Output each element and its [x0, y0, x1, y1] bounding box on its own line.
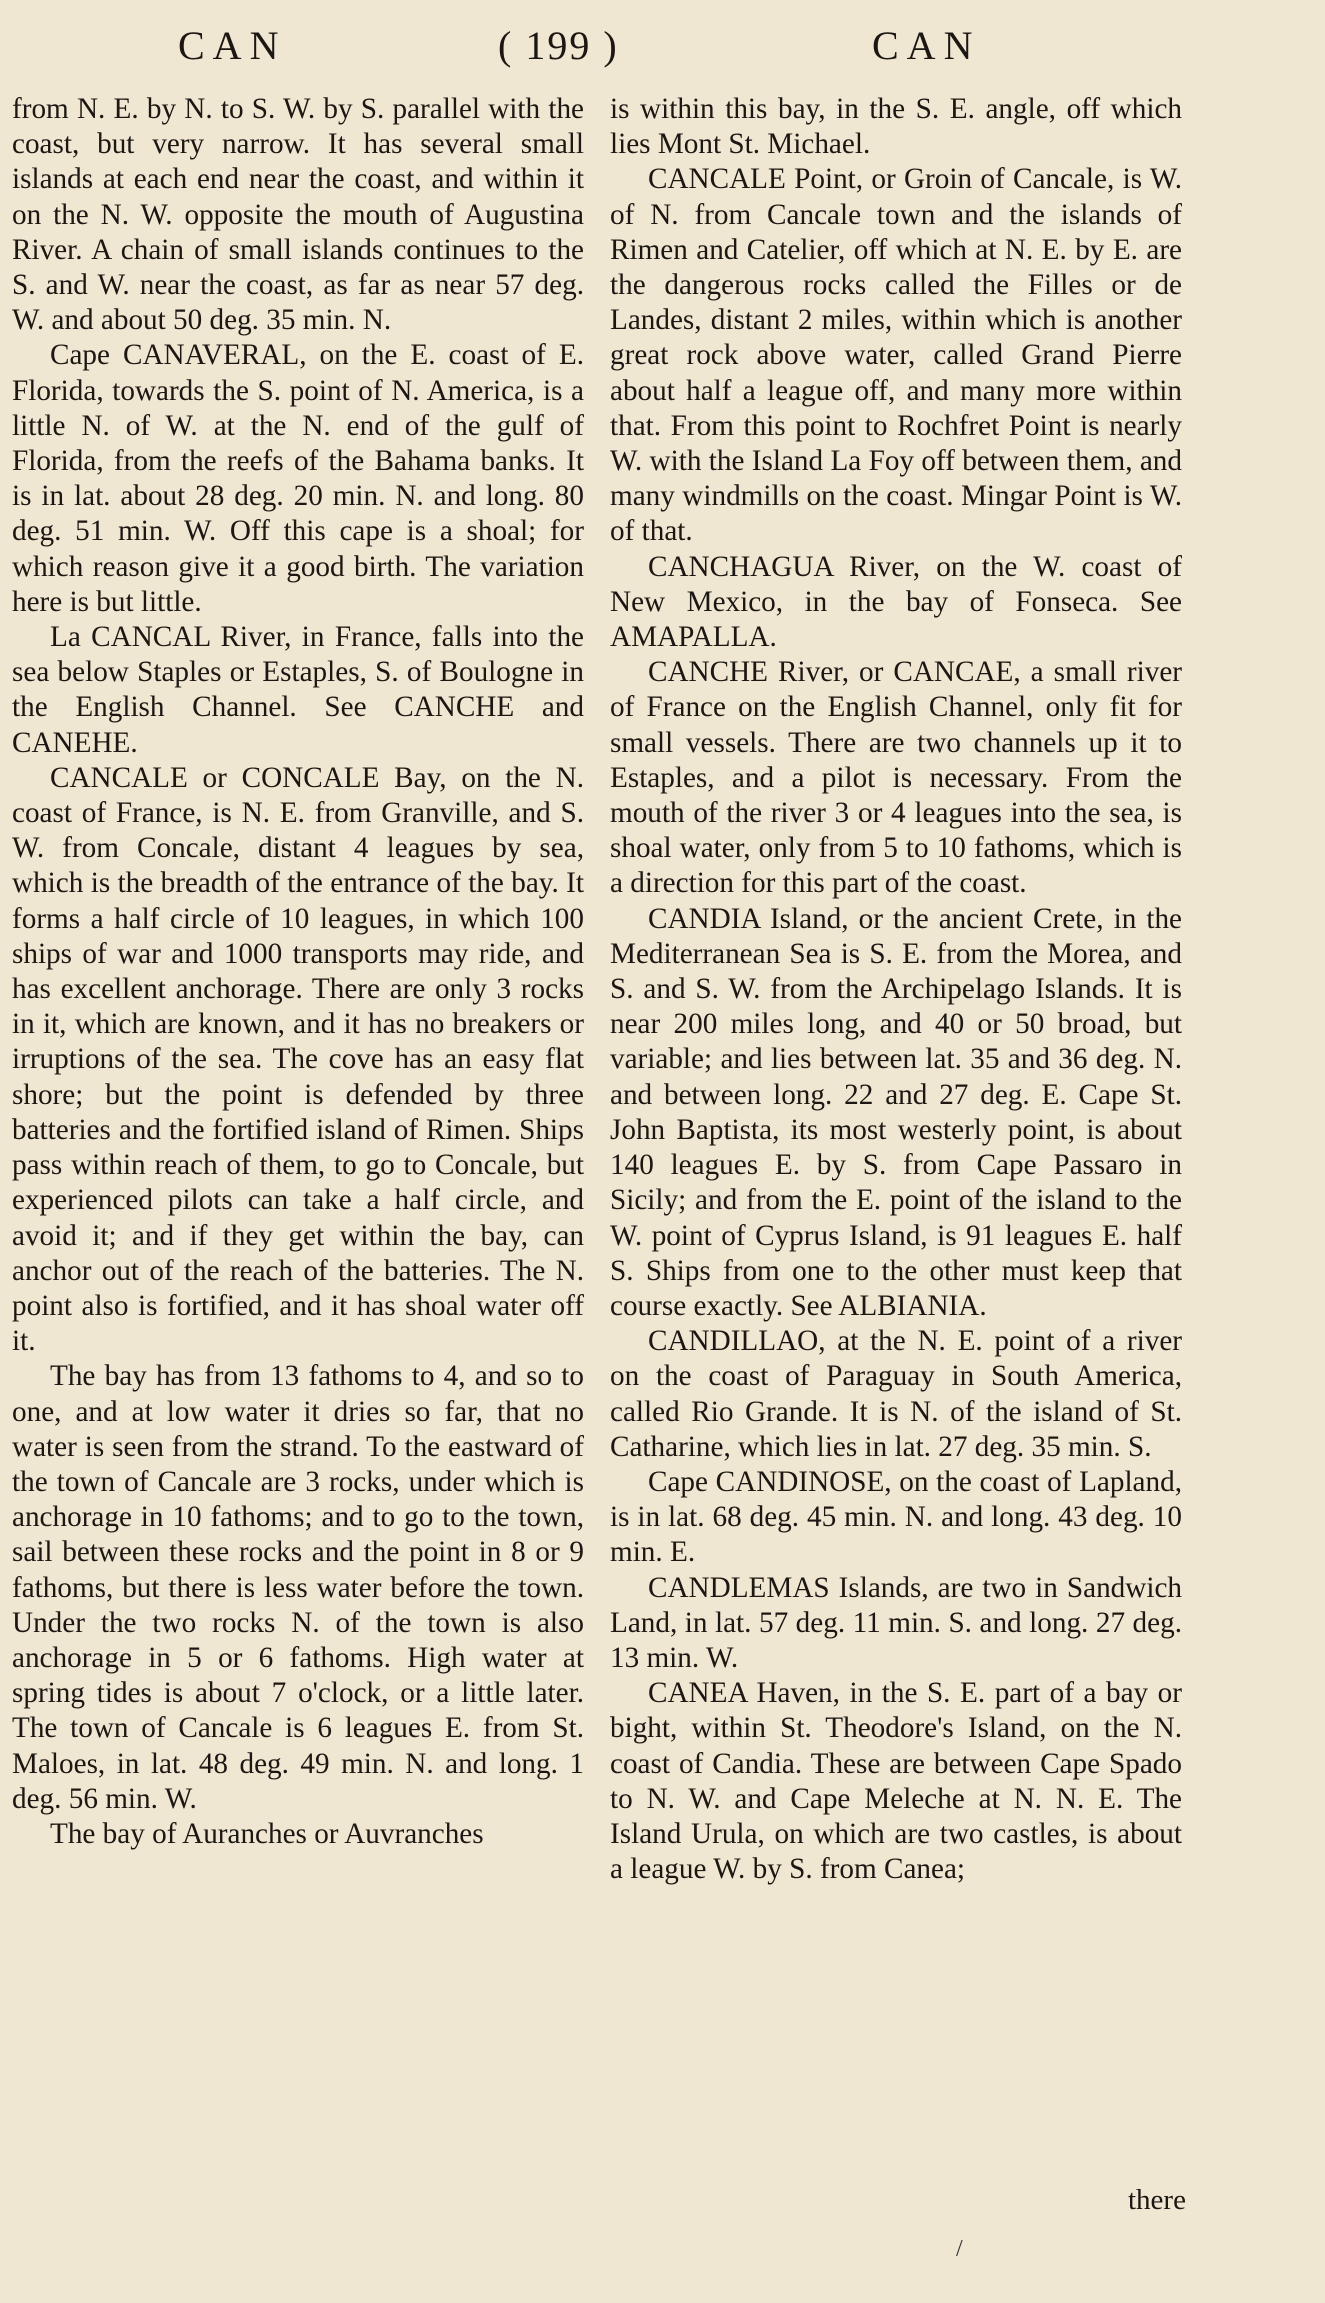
running-head-right: CAN [872, 23, 981, 68]
right-column [610, 92, 1182, 1887]
running-head [0, 22, 1325, 82]
page-number: ( 199 ) [498, 23, 619, 68]
entry-paragraph: CANDILLAO, at the N. E. point of a river on the coast of Paraguay in South America, called Rio Grande. It is N. of the island of St. Catharine, which lies in lat. 27 deg. 35 min. S. [610, 1325, 1182, 1463]
left-column [12, 92, 584, 1852]
running-head-left: CAN [178, 23, 287, 68]
footer-mark: / [956, 2236, 963, 2262]
entry-paragraph: CANCALE Point, or Groin of Cancale, is W. of N. from Cancale town and the islands of Rimen and Catelier, off which at N. E. by E. are the dangerous rocks called the Filles or de Landes, distant 2 miles, within which is another great rock above water, called Grand Pierre about half a league off, and many more within that. From this point to Rochfret Point is nearly W. with the Island La Foy off between them, and many windmills on the coast. Mingar Point is W. of that. [610, 163, 1182, 548]
entry-paragraph: CANEA Haven, in the S. E. part of a bay or bight, within St. Theodore's Island, on the N. coast of Candia. These are between Cape Spado to N. W. and Cape Meleche at N. N. E. The Island Urula, on which are two castles, is about a league W. by S. from Canea; [610, 1677, 1182, 1886]
entry-paragraph: Cape CANDINOSE, on the coast of Lapland, is in lat. 68 deg. 45 min. N. and long. 43 deg. 10 min. E. [610, 1465, 1182, 1569]
entry-paragraph: CANCHAGUA River, on the W. coast of New Mexico, in the bay of Fonseca. See AMAPALLA. [610, 550, 1182, 654]
entry-paragraph: from N. E. by N. to S. W. by S. parallel with the coast, but very narrow. It has several small islands at each end near the coast, and within it on the N. W. opposite the mouth of Augustina River. A chain of small islands continues to the S. and W. near the coast, as far as near 57 deg. W. and about 50 deg. 35 min. N. [12, 93, 584, 337]
entry-paragraph: CANDLEMAS Islands, are two in Sandwich Land, in lat. 57 deg. 11 min. S. and long. 27 deg. 13 min. W. [610, 1571, 1182, 1674]
entry-paragraph: is within this bay, in the S. E. angle, off which lies Mont St. Michael. [610, 93, 1182, 161]
entry-paragraph: The bay of Auranches or Auvranches [50, 1817, 484, 1850]
entry-paragraph: CANDIA Island, or the ancient Crete, in the Mediterranean Sea is S. E. from the Morea, and S. and S. W. from the Archipelago Islands. It is near 200 miles long, and 40 or 50 broad, but variable; and lies between lat. 35 and 36 deg. N. and between long. 22 and 27 deg. E. Cape St. John Baptista, its most westerly point, is about 140 leagues E. by S. from Cape Passaro in Sicily; and from the E. point of the island to the W. point of Cyprus Island, is 91 leagues E. half S. Ships from one to the other must keep that course exactly. See ALBIANIA. [610, 902, 1182, 1322]
entry-paragraph: Cape CANAVERAL, on the E. coast of E. Florida, towards the S. point of N. America, is a little N. of W. at the N. end of the gulf of Florida, from the reefs of the Bahama banks. It is in lat. about 28 deg. 20 min. N. and long. 80 deg. 51 min. W. Off this cape is a shoal; for which reason give it a good birth. The variation here is but little. [12, 339, 584, 618]
entry-paragraph: CANCALE or CONCALE Bay, on the N. coast of France, is N. E. from Granville, and S. W. from Concale, distant 4 leagues by sea, which is the breadth of the entrance of the bay. It forms a half circle of 10 leagues, in which 100 ships of war and 1000 transports may ride, and has excellent anchorage. There are only 3 rocks in it, which are known, and it has no breakers or irruptions of the sea. The cove has an easy flat shore; but the point is defended by three batteries and the fortified island of Rimen. Ships pass within reach of them, to go to Concale, but experienced pilots can take a half circle, and avoid it; and if they get within the bay, can anchor out of the reach of the batteries. The N. point also is fortified, and it has shoal water off it. [12, 761, 584, 1358]
entry-paragraph: La CANCAL River, in France, falls into the sea below Staples or Estaples, S. of Boulogne in the English Channel. See CANCHE and CANEHE. [12, 621, 584, 759]
entry-paragraph: CANCHE River, or CANCAE, a small river of France on the English Channel, only fit for small vessels. There are two channels up it to Estaples, and a pilot is necessary. From the mouth of the river 3 or 4 leagues into the sea, is shoal water, only from 5 to 10 fathoms, which is a direction for this part of the coast. [610, 656, 1182, 900]
catchword: there [1128, 2184, 1186, 2216]
entry-paragraph: The bay has from 13 fathoms to 4, and so to one, and at low water it dries so far, that no water is seen from the strand. To the eastward of the town of Cancale are 3 rocks, under which is anchorage in 10 fathoms; and to go to the town, sail between these rocks and the point in 8 or 9 fathoms, but there is less water before the town. Under the two rocks N. of the town is also anchorage in 5 or 6 fathoms. High water at spring tides is about 7 o'clock, or a little later. The town of Cancale is 6 leagues E. from St. Maloes, in lat. 48 deg. 49 min. N. and long. 1 deg. 56 min. W. [12, 1360, 584, 1815]
